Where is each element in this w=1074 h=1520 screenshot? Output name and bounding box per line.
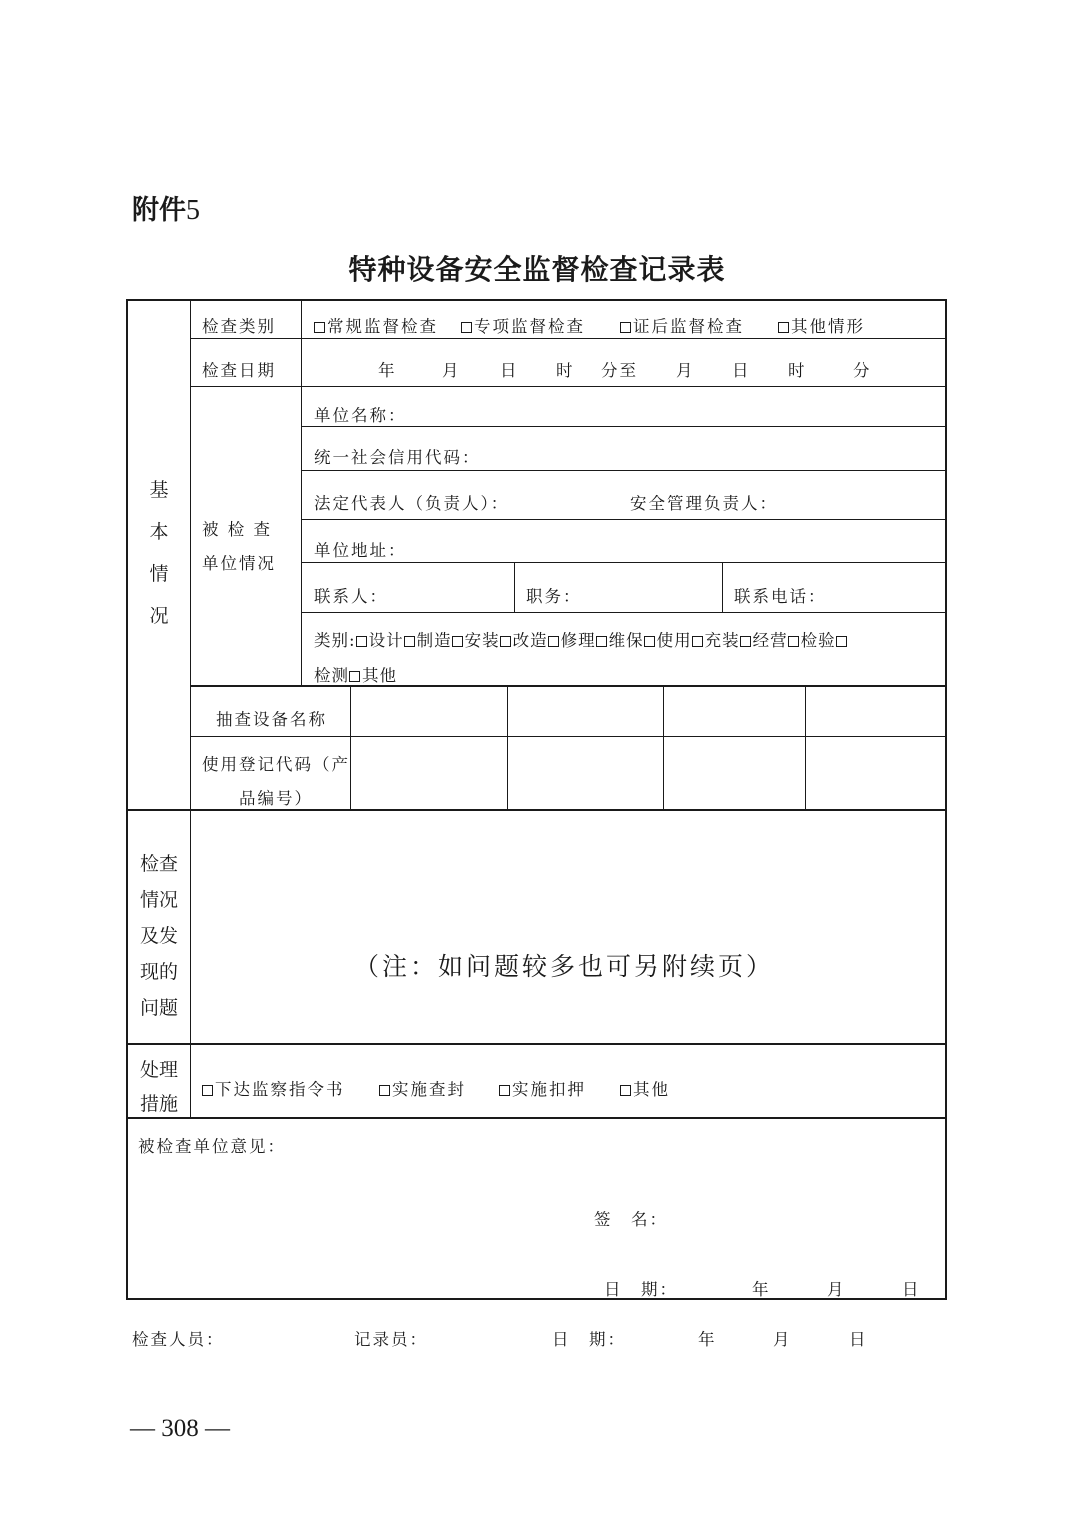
checkbox-icon xyxy=(314,322,325,333)
date-part: 年 xyxy=(378,361,397,380)
equipment-code-label: 使用登记代码（产 品编号） xyxy=(202,755,350,808)
opinion-day: 日 xyxy=(902,1280,921,1299)
recorder-field[interactable]: 记录员： xyxy=(354,1330,428,1349)
opinion-month: 月 xyxy=(827,1280,846,1299)
checkbox-icon xyxy=(778,322,789,333)
unit-label: 被 检 查 单位情况 xyxy=(202,520,276,573)
date-part: 分 xyxy=(853,361,872,380)
equipment-name-label: 抽查设备名称 xyxy=(216,710,327,729)
checkbox-icon xyxy=(202,1085,213,1096)
checkbox-icon[interactable] xyxy=(500,636,511,647)
form-title: 特种设备安全监督检查记录表 xyxy=(348,253,726,286)
checkbox-icon[interactable] xyxy=(644,636,655,647)
checkbox-icon[interactable] xyxy=(692,636,703,647)
footer-date-label: 日 期： xyxy=(552,1330,626,1349)
category-row-2: 检测 其他 xyxy=(314,666,397,685)
checkbox-icon[interactable] xyxy=(836,636,847,647)
checkbox-icon xyxy=(620,1085,631,1096)
annex-label: 附件5 xyxy=(132,195,200,226)
date-part: 月 xyxy=(442,361,461,380)
measure-option[interactable]: 实施查封 xyxy=(379,1076,466,1100)
date-part: 时 xyxy=(556,361,575,380)
phone-field[interactable]: 联系电话： xyxy=(734,587,827,606)
checkbox-icon[interactable] xyxy=(788,636,799,647)
opinion-date-label: 日 期： xyxy=(604,1280,678,1299)
checkbox-icon[interactable] xyxy=(452,636,463,647)
date-part: 日 xyxy=(732,361,751,380)
date-part: 分至 xyxy=(601,361,638,380)
opinion-label: 被检查单位意见： xyxy=(138,1137,286,1156)
position-field[interactable]: 职务： xyxy=(526,587,582,606)
inspection-type-option[interactable]: 专项监督检查 xyxy=(461,313,585,337)
checkbox-icon[interactable] xyxy=(349,671,360,682)
legal-rep-field[interactable]: 法定代表人（负责人）： xyxy=(314,494,510,513)
findings-label: 检查 情况 及发 现的 问题 xyxy=(139,853,178,1019)
inspection-type-option[interactable]: 其他情形 xyxy=(778,313,865,337)
checkbox-icon[interactable] xyxy=(548,636,559,647)
findings-note: （注：如问题较多也可另附续页） xyxy=(354,952,775,981)
unit-name-field[interactable]: 单位名称： xyxy=(314,406,407,425)
checkbox-icon[interactable] xyxy=(596,636,607,647)
date-part: 日 xyxy=(500,361,519,380)
measure-option[interactable]: 下达监察指令书 xyxy=(202,1076,345,1100)
checkbox-icon[interactable] xyxy=(740,636,751,647)
basic-section-label: 基 本 情 况 xyxy=(149,479,169,627)
checkbox-icon xyxy=(620,322,631,333)
checkbox-icon xyxy=(461,322,472,333)
checkbox-icon[interactable] xyxy=(404,636,415,647)
checkbox-icon xyxy=(499,1085,510,1096)
footer-day: 日 xyxy=(849,1330,868,1349)
inspector-field[interactable]: 检查人员： xyxy=(132,1330,225,1349)
signature-field[interactable]: 签 名： xyxy=(594,1210,668,1229)
checkbox-icon[interactable] xyxy=(356,636,367,647)
inspection-date-label: 检查日期 xyxy=(202,361,276,380)
page-number: — 308 — xyxy=(130,1415,230,1442)
credit-code-field[interactable]: 统一社会信用代码： xyxy=(314,448,481,467)
measure-option[interactable]: 实施扣押 xyxy=(499,1076,586,1100)
safety-manager-field[interactable]: 安全管理负责人： xyxy=(630,494,778,513)
address-field[interactable]: 单位地址： xyxy=(314,541,407,560)
inspection-form xyxy=(126,299,947,1300)
category-row: 类别: 设计 制造 安装 改造 修理 维保 使用 充装 经营 检验 xyxy=(314,627,849,651)
opinion-year: 年 xyxy=(752,1280,771,1299)
footer-month: 月 xyxy=(773,1330,792,1349)
inspection-type-option[interactable]: 证后监督检查 xyxy=(620,313,744,337)
date-part: 月 xyxy=(676,361,695,380)
inspection-type-label: 检查类别 xyxy=(202,317,276,336)
checkbox-icon xyxy=(379,1085,390,1096)
date-part: 时 xyxy=(788,361,807,380)
measure-option[interactable]: 其他 xyxy=(620,1076,670,1100)
footer-year: 年 xyxy=(698,1330,717,1349)
measures-label: 处理 措施 xyxy=(139,1059,178,1115)
inspection-type-option[interactable]: 常规监督检查 xyxy=(314,313,438,337)
contact-field[interactable]: 联系人： xyxy=(314,587,388,606)
